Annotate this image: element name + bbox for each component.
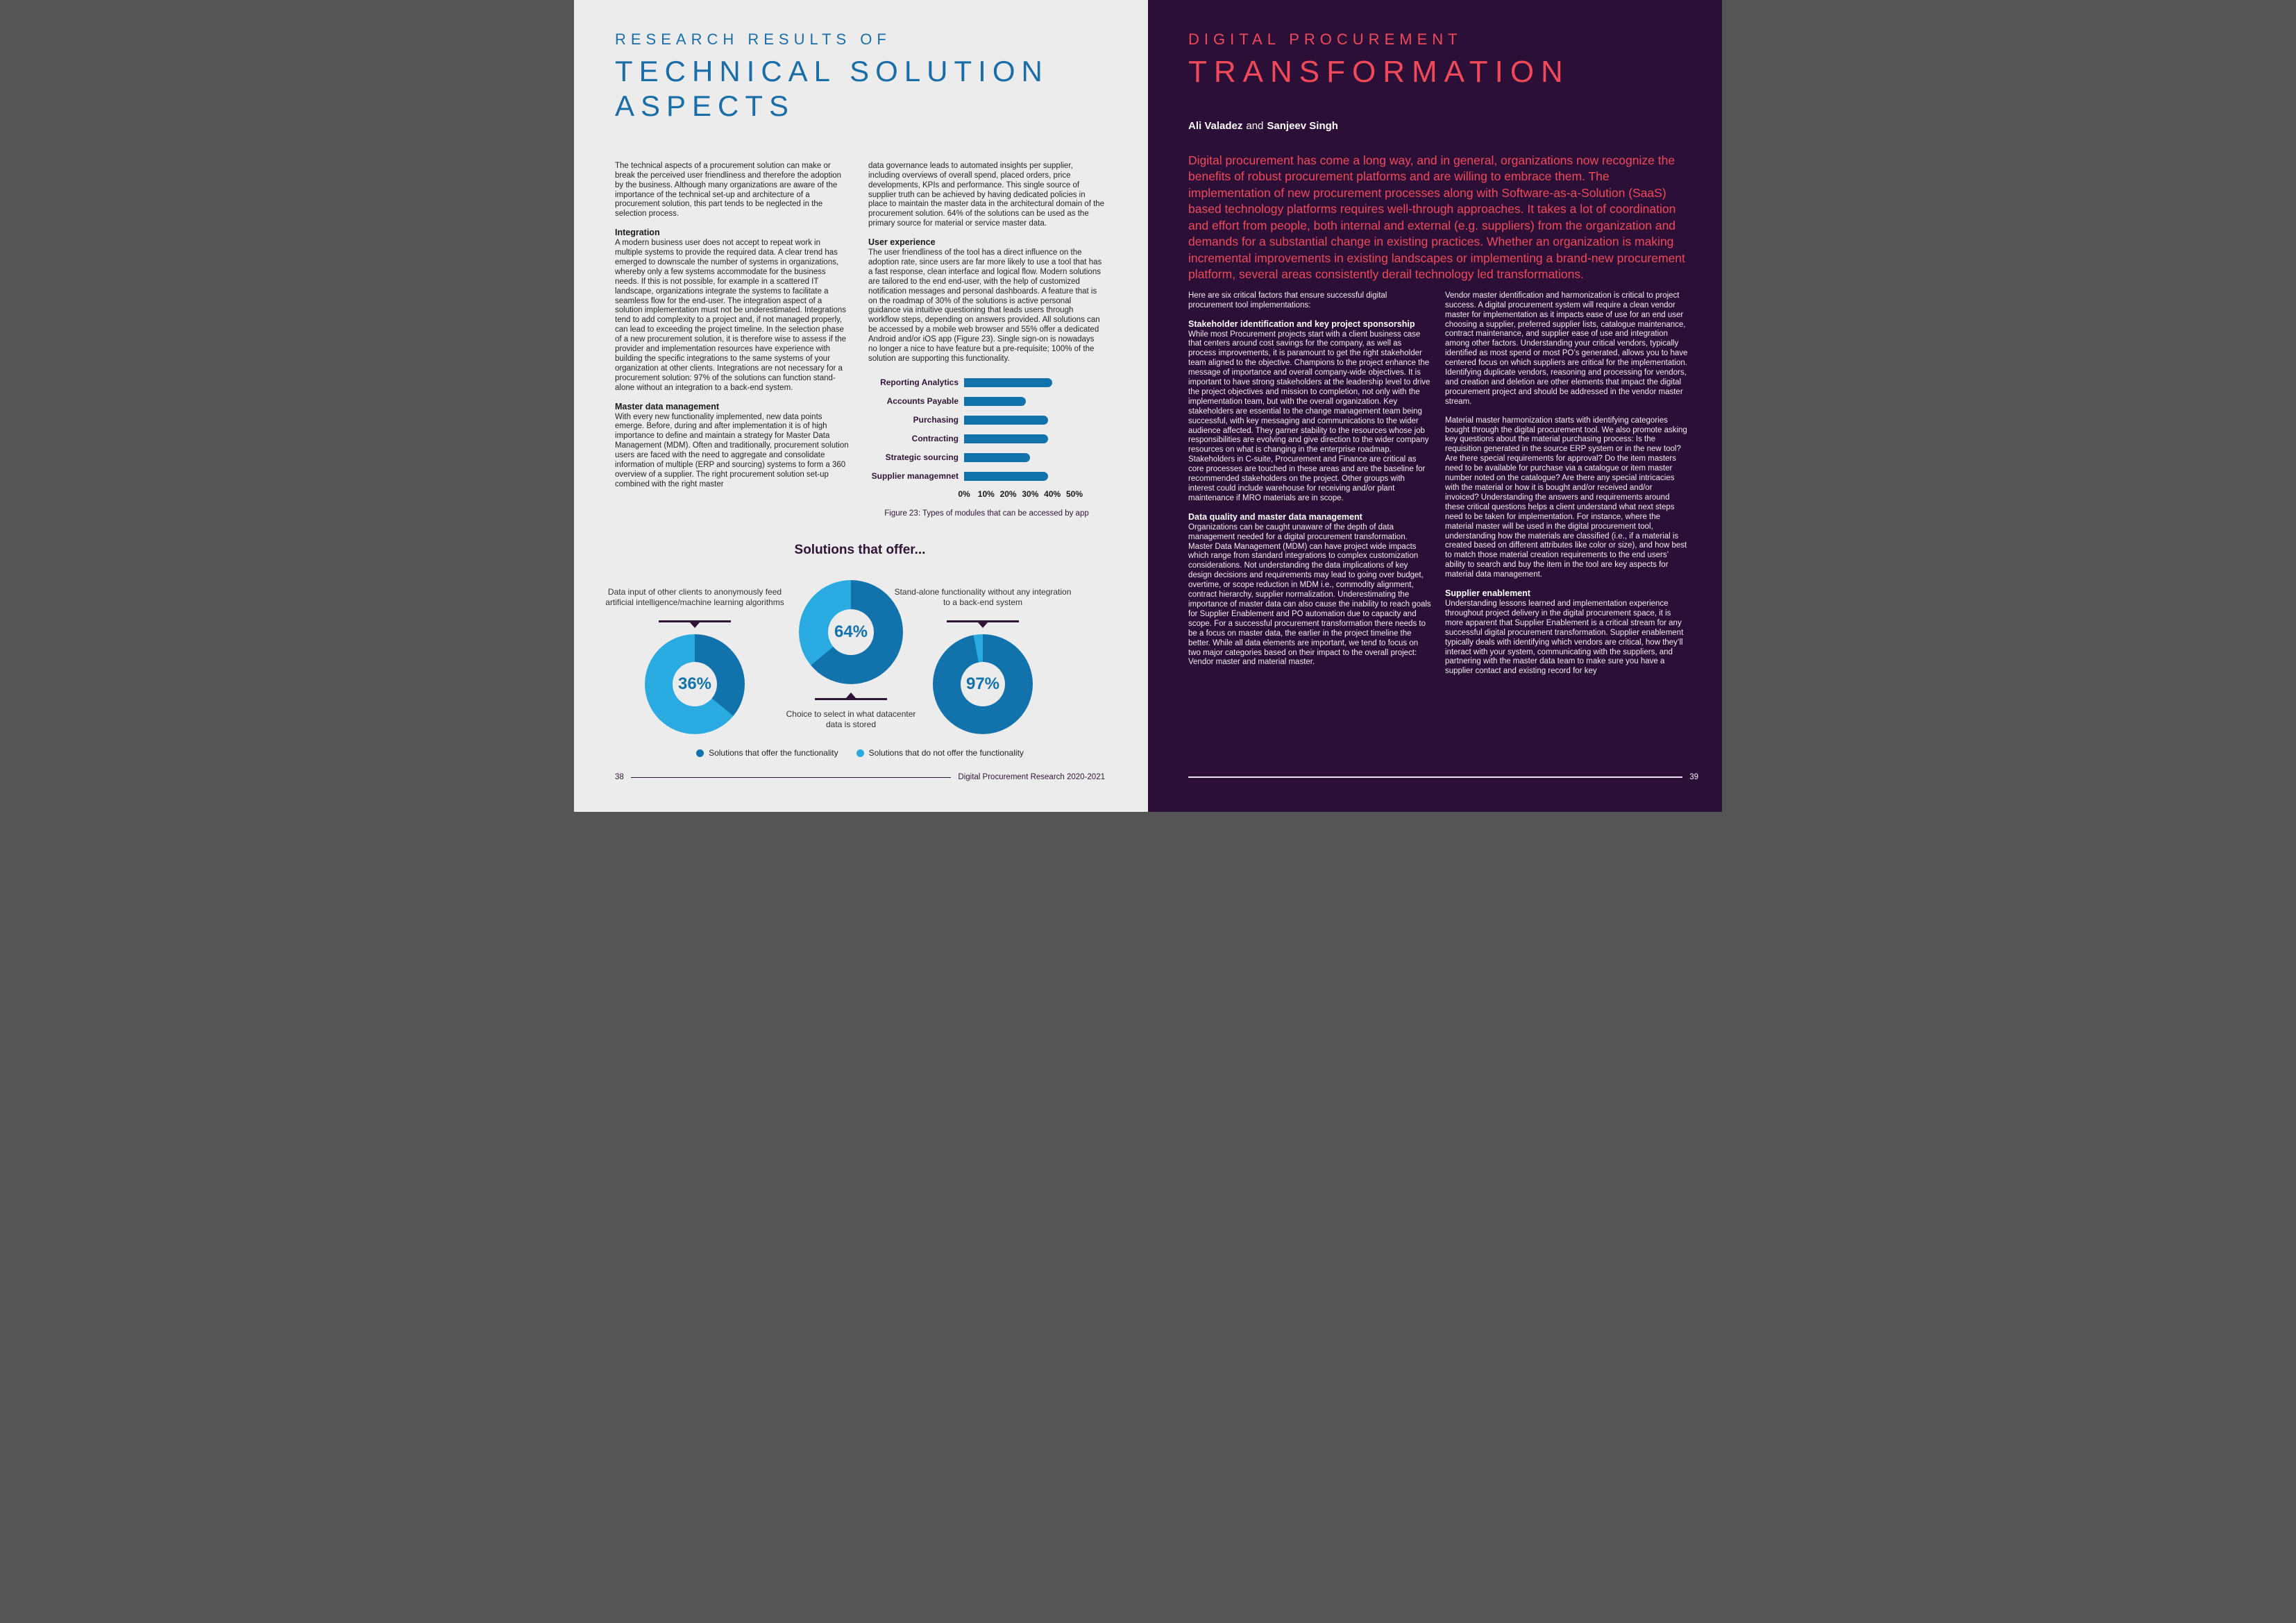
x-tick: 20%: [999, 488, 1017, 499]
bar-track: [964, 397, 1074, 406]
page-38: [574, 0, 1148, 812]
byline: [1188, 120, 1688, 132]
page-39: [1148, 0, 1722, 812]
left-column-2: [868, 162, 1105, 519]
donut-chart-36: [645, 634, 745, 734]
footer-source: Digital Procurement Research 2020-2021: [958, 773, 1105, 781]
page-title: TRANSFORMATION: [1188, 55, 1570, 89]
page-number: 38: [615, 773, 624, 781]
subsection-heading-integration: Integration: [615, 228, 660, 238]
page-title-line2: ASPECTS: [615, 90, 795, 123]
donut-chart-97: [933, 634, 1033, 734]
right-text-columns: [1188, 291, 1688, 686]
bar: [964, 453, 1030, 462]
report-spread: [574, 0, 1722, 812]
bar: [964, 397, 1026, 406]
bar-row: [868, 430, 1105, 448]
right-page-content: [1148, 0, 1722, 686]
bar: [964, 472, 1048, 481]
bar-track: [964, 453, 1074, 462]
paragraph: While most Procurement projects start with a client business case that centers around cost savings for the company, as well as process improvements, it is paramount to get the right stakeholder team aligned to the objective. Champions to the project enhance the message of importance and overall company-wide objectives. It is important to have strong stakeholders at the leadership level to drive the project objectives and mission to completion, not only with the implementation team, but with the overall organization. Key stakeholders are essential to the change management team being successful, with key messaging and communications to the wider audience affected. They garner stability to the resources whose job responsibilities are evolving and give direction to the wider company resources on what is changing in the enterprise roadmap. Stakeholders in C-suite, Procurement and Finance are critical as core processes are touched in these areas and are the baseline for recommended stakeholders on the project. Other groups with interest could include warehouse for receiving and/or plant maintenance if MRO materials are in scope.: [1188, 330, 1430, 502]
bar-category-label: Strategic sourcing: [885, 452, 959, 463]
bar-track: [964, 416, 1074, 425]
bar-category-label: Supplier managemnet: [871, 471, 959, 482]
bar-row: [868, 467, 1105, 486]
bar-row: [868, 411, 1105, 430]
right-column-1: [1188, 291, 1431, 686]
legend-label: Solutions that offer the functionality: [709, 748, 838, 758]
page-title-line1: TECHNICAL SOLUTION: [615, 55, 1049, 87]
left-page-footer: [615, 773, 1105, 781]
legend-label: Solutions that do not offer the functionality: [868, 748, 1024, 758]
footer-rule: [631, 777, 952, 778]
footer-rule: [1188, 776, 1682, 778]
figure-23-bar-chart: [868, 373, 1105, 501]
legend: [615, 748, 1105, 758]
left-page-content: [574, 0, 1148, 758]
x-tick: 10%: [977, 488, 995, 499]
paragraph: Vendor master identification and harmonization is critical to project success. A digital procurement system will require a clean vendor master for implementation as it impacts ease of use for an end user choosing a supplier, preferred supplier lists, catalogue maintenance, contract maintenance, and supplier ease of use and integration among other factors. Understanding your critical vendors, typically identified as most spend or most PO’s generated, allows you to have centered focus on which suppliers are critical for the implementation. Identifying duplicate vendors, reasoning and processing for vendors, and creation and deletion are other elements that impact the digital procurement project and should be addressed in the vendor master stream.: [1445, 291, 1688, 406]
x-tick: 40%: [1044, 488, 1061, 499]
donut-chart-64: [799, 580, 903, 684]
left-column-1: [615, 162, 850, 519]
author-name: Ali Valadez: [1188, 119, 1243, 132]
bar-category-label: Accounts Payable: [886, 396, 959, 407]
donut-label-ai-data-input: Data input of other clients to anonymously feed artificial intelligence/machine learning algorithms: [605, 587, 784, 607]
section-kicker: RESEARCH RESULTS OF: [615, 31, 891, 48]
x-axis: [868, 490, 1105, 501]
byline-conjunction: and: [1246, 119, 1264, 132]
bar-track: [964, 434, 1074, 443]
legend-item-not-offer: [856, 748, 1024, 758]
donut-value-97: 97%: [961, 662, 1005, 706]
pointer-line-down-icon: [659, 620, 731, 622]
author-name: Sanjeev Singh: [1267, 119, 1338, 132]
paragraph: Material master harmonization starts with identifying categories bought through the digital procurement tool. We also promote asking key questions about the material purchasing process: Is the requisition generated in the source ERP system or in the new tool? Are there special requirements for approval? Do the item masters need to be available for purchase via a catalogue or item master number noted on the catalogue? Are there any special intricacies with the material or how it is bought and/or received and/or invoiced? Understanding the answers and requirements around these critical questions helps a client understand what next steps need to be taken for implementation. For instance, where the material master will be used in the digital procurement tool, understanding how the materials are classified (i.e., if a material is created based on different attributes like color or size), and how best to match those material creation requirements to the end users’ ability to search and buy the item in the tool are key aspects for material data management.: [1445, 416, 1687, 579]
subsection-heading-data-quality: Data quality and master data management: [1188, 511, 1362, 522]
paragraph: Organizations can be caught unaware of the depth of data management needed for a digital procurement transformation. Master Data Management (MDM) can have project wide impacts which range from standard integrations to complex customization considerations. Not understanding the data implications of key design decisions and requirements may lead to going over budget, overtime, or scope reduction in MDM i.e., commodity alignment, contract hierarchy, supplier normalization. Underestimating the importance of master data can also cause the inability to reach goals for Supplier Enablement and PO automation due to capacity and scope. For a successful procurement transformation there needs to be a focus on master data, the earlier in the project timeline the better. While all data elements are important, we tend to focus on two major categories based on their impact to the overall project: Vendor master and material master.: [1188, 522, 1431, 667]
pointer-line-up-icon: [815, 698, 887, 700]
legend-item-offer: [696, 748, 838, 758]
page-title: [615, 54, 1105, 124]
bar-row: [868, 373, 1105, 392]
left-text-columns: [615, 162, 1105, 519]
x-tick: 50%: [1065, 488, 1083, 499]
page-number: 39: [1689, 773, 1698, 781]
bar-row: [868, 392, 1105, 411]
bar: [964, 434, 1048, 443]
paragraph: Understanding lessons learned and implementation experience throughout project delivery in the digital procurement space, it is more apparent that Supplier Enablement is a critical stream for any successful digital procurement transformation. Supplier enablement typically deals with identifying which vendors are critical, how they’ll interact with your system, communicating with the suppliers, and partnering with the master data team to make sure you have a supplier contact and existing record for key: [1445, 599, 1684, 676]
bar-track: [964, 378, 1074, 387]
bar-track: [964, 472, 1074, 481]
bar-category-label: Reporting Analytics: [880, 377, 959, 388]
bar-category-label: Contracting: [911, 434, 959, 444]
right-column-2: [1445, 291, 1688, 686]
paragraph: data governance leads to automated insights per supplier, including overviews of overall spend, placed orders, price developments, KPIs and performance. This single source of supplier truth can be achieved by having dedicated policies in place to maintain the master data in the architectural domain of the procurement solution. 64% of the solutions can be used as the primary source for material or service master data.: [868, 161, 1105, 228]
intro-paragraph: Digital procurement has come a long way, and in general, organizations now recognize the benefits of robust procurement platforms and are willing to embrace them. The implementation of new procurement processes along with Software-as-a-Solution (SaaS) based technology platforms requires well-through approaches. It takes a lot of coordination and effort from people, both internal and external (e.g. suppliers) from the organization and demands for a substantial change in existing practices. Whether an organization is making incremental improvements in existing landscapes or implementing a brand-new procurement platform, several areas consistently derail technology led transformations.: [1188, 153, 1685, 282]
paragraph: Here are six critical factors that ensure successful digital procurement tool implementations:: [1188, 291, 1387, 309]
legend-dot-light-blue-icon: [856, 749, 864, 757]
infographic-title: Solutions that offer...: [794, 543, 926, 557]
x-tick: 30%: [1022, 488, 1039, 499]
donut-value-64: 64%: [828, 609, 874, 655]
pointer-line-down-icon: [947, 620, 1019, 622]
bar-category-label: Purchasing: [913, 415, 959, 425]
x-tick: 0%: [958, 488, 970, 499]
solutions-infographic: [605, 543, 1105, 779]
donut-label-standalone: Stand-alone functionality without any integration to a back-end system: [894, 587, 1072, 607]
subsection-heading-stakeholder: Stakeholder identification and key project sponsorship: [1188, 318, 1415, 329]
bar: [964, 416, 1048, 425]
subsection-heading-user-experience: User experience: [868, 237, 936, 248]
paragraph: With every new functionality implemented, new data points emerge. Before, during and after implementation it is of high importance to define and maintain a strategy for Master Data Management (MDM). Often and traditionally, procurement solution users are faced with the need to aggregate and consolidate information of multiple (ERP and sourcing) systems to form a 360 overview of a supplier. The right procurement solution set-up combined with the right master: [615, 412, 849, 488]
paragraph: The user friendliness of the tool has a direct influence on the adoption rate, since users are far more likely to use a tool that has a fast response, clean interface and logical flow. Modern solutions are tailored to the end end-user, with the help of customized notification messages and personal dashboards. A feature that is on the roadmap of 30% of the solutions is active personal guidance via intuitive questioning that leads users through workflow steps, depending on answers provided. All solutions can be accessed by a mobile web browser and 55% offer a dedicated Android and/or iOS app (Figure 23). Single sign-on is nowadays no longer a nice to have feature but a pre-requisite; 100% of the solution are supporting this functionality.: [868, 248, 1102, 363]
paragraph: The technical aspects of a procurement solution can make or break the perceived user friendliness and therefore the adoption by the business. Although many organizations are aware of the importance of the technical set-up and architecture of a procurement solution, this part tends to be neglected in the selection process.: [615, 161, 842, 219]
bar: [964, 378, 1052, 387]
bar-row: [868, 448, 1105, 467]
donut-value-36: 36%: [673, 662, 717, 706]
paragraph: A modern business user does not accept to repeat work in multiple systems to provide the required data. A clear trend has emerged to downscale the number of systems in organizations, whereby only a few systems accommodate for the business needs. If this is not possible, for example in a scattered IT landscape, organizations integrate the systems to facilitate a seamless flow for the end-user. The integration aspect of a solution implementation must not be underestimated. Integrations tend to add complexity to a project and, if not managed properly, can lead to exceeding the project timeline. In the selection phase of a new procurement solution, it is therefore wise to assess if the provider and implementation resources have experience with building the specific integrations to the same systems of your organization at other clients. Integrations are not necessary for a procurement solution: 97% of the solutions can function stand-alone without an integration to a back-end system.: [615, 239, 847, 392]
donut-label-datacenter-choice: Choice to select in what datacenter data is stored: [786, 709, 916, 729]
right-page-footer: [1188, 773, 1698, 781]
subsection-heading-supplier-enablement: Supplier enablement: [1445, 588, 1530, 599]
subsection-heading-master-data: Master data management: [615, 401, 720, 411]
legend-dot-dark-blue-icon: [696, 749, 704, 757]
section-kicker: DIGITAL PROCUREMENT: [1188, 31, 1462, 48]
figure-caption: Figure 23: Types of modules that can be accessed by app: [884, 509, 1089, 518]
